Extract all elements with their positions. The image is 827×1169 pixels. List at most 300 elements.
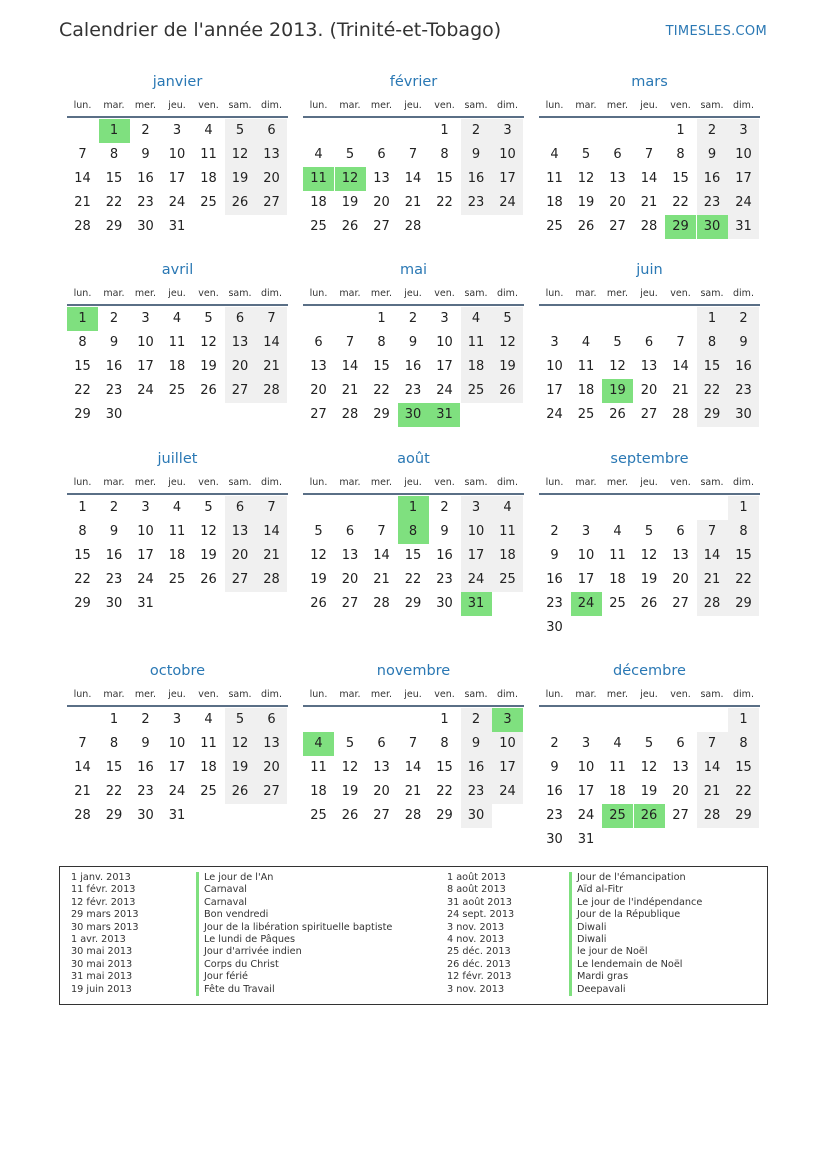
day-cell[interactable]: 30 (105, 596, 123, 611)
day-cell[interactable]: 19 (640, 784, 658, 799)
day-cell[interactable]: 25 (200, 195, 217, 210)
day-cell[interactable]: 5 (225, 119, 256, 143)
day-cell[interactable]: 5 (345, 147, 355, 162)
day-cell[interactable]: 4 (613, 736, 622, 751)
day-cell[interactable]: 7 (697, 520, 728, 544)
day-cell[interactable]: 9 (550, 760, 559, 775)
holiday-day-cell[interactable]: 1 (99, 119, 130, 143)
day-cell[interactable]: 16 (105, 359, 123, 374)
day-cell[interactable]: 17 (492, 756, 523, 780)
day-cell[interactable]: 5 (644, 524, 654, 539)
day-cell[interactable]: 11 (609, 760, 626, 775)
day-cell[interactable]: 3 (461, 496, 492, 520)
day-cell[interactable]: 25 (577, 407, 595, 422)
day-cell[interactable]: 25 (546, 219, 563, 234)
day-cell[interactable]: 7 (676, 335, 685, 350)
day-cell[interactable]: 26 (225, 780, 256, 804)
holiday-day-cell[interactable]: 11 (303, 167, 334, 191)
day-cell[interactable]: 6 (314, 335, 323, 350)
day-cell[interactable]: 30 (461, 804, 492, 828)
day-cell[interactable]: 13 (609, 171, 626, 186)
day-cell[interactable]: 26 (341, 808, 359, 823)
day-cell[interactable]: 15 (373, 359, 390, 374)
day-cell[interactable]: 1 (440, 712, 449, 727)
day-cell[interactable]: 21 (74, 195, 91, 210)
day-cell[interactable]: 22 (728, 780, 759, 804)
day-cell[interactable]: 30 (546, 620, 563, 635)
day-cell[interactable]: 1 (676, 123, 685, 138)
day-cell[interactable]: 27 (225, 568, 256, 592)
day-cell[interactable]: 31 (728, 215, 759, 239)
day-cell[interactable]: 6 (676, 736, 685, 751)
day-cell[interactable]: 14 (74, 760, 91, 775)
day-cell[interactable]: 22 (436, 195, 453, 210)
day-cell[interactable]: 6 (345, 524, 355, 539)
day-cell[interactable]: 31 (137, 596, 154, 611)
day-cell[interactable]: 4 (550, 147, 559, 162)
day-cell[interactable]: 14 (640, 171, 658, 186)
day-cell[interactable]: 1 (728, 708, 759, 732)
day-cell[interactable]: 18 (168, 548, 186, 563)
day-cell[interactable]: 7 (345, 335, 355, 350)
day-cell[interactable]: 15 (74, 359, 91, 374)
day-cell[interactable]: 20 (373, 784, 390, 799)
day-cell[interactable]: 13 (672, 548, 689, 563)
day-cell[interactable]: 27 (672, 596, 689, 611)
day-cell[interactable]: 15 (105, 760, 123, 775)
day-cell[interactable]: 7 (408, 736, 418, 751)
day-cell[interactable]: 6 (256, 708, 287, 732)
day-cell[interactable]: 3 (581, 736, 591, 751)
day-cell[interactable]: 26 (200, 383, 217, 398)
day-cell[interactable]: 2 (408, 311, 418, 326)
day-cell[interactable]: 8 (109, 736, 119, 751)
day-cell[interactable]: 3 (141, 311, 150, 326)
day-cell[interactable]: 27 (225, 379, 256, 403)
day-cell[interactable]: 24 (577, 808, 595, 823)
day-cell[interactable]: 27 (256, 780, 287, 804)
day-cell[interactable]: 22 (436, 784, 453, 799)
day-cell[interactable]: 9 (461, 732, 492, 756)
day-cell[interactable]: 18 (546, 195, 563, 210)
day-cell[interactable]: 13 (672, 760, 689, 775)
day-cell[interactable]: 31 (577, 832, 595, 847)
day-cell[interactable]: 3 (550, 335, 559, 350)
day-cell[interactable]: 23 (105, 572, 123, 587)
day-cell[interactable]: 28 (404, 219, 422, 234)
day-cell[interactable]: 19 (200, 359, 217, 374)
day-cell[interactable]: 16 (137, 171, 154, 186)
day-cell[interactable]: 23 (461, 780, 492, 804)
day-cell[interactable]: 8 (78, 524, 87, 539)
day-cell[interactable]: 13 (373, 171, 390, 186)
day-cell[interactable]: 29 (404, 596, 422, 611)
day-cell[interactable]: 19 (341, 784, 359, 799)
day-cell[interactable]: 18 (200, 760, 217, 775)
day-cell[interactable]: 12 (225, 143, 256, 167)
day-cell[interactable]: 24 (168, 195, 186, 210)
day-cell[interactable]: 17 (137, 359, 154, 374)
day-cell[interactable]: 11 (168, 335, 186, 350)
day-cell[interactable]: 5 (204, 311, 213, 326)
day-cell[interactable]: 23 (546, 808, 563, 823)
day-cell[interactable]: 18 (461, 355, 492, 379)
day-cell[interactable]: 30 (546, 832, 563, 847)
day-cell[interactable]: 24 (137, 383, 154, 398)
holiday-day-cell[interactable]: 29 (665, 215, 696, 239)
holiday-day-cell[interactable]: 4 (303, 732, 334, 756)
day-cell[interactable]: 28 (256, 379, 287, 403)
day-cell[interactable]: 16 (546, 784, 563, 799)
day-cell[interactable]: 24 (436, 383, 453, 398)
day-cell[interactable]: 6 (225, 307, 256, 331)
day-cell[interactable]: 1 (377, 311, 386, 326)
day-cell[interactable]: 14 (404, 760, 422, 775)
day-cell[interactable]: 17 (168, 760, 186, 775)
day-cell[interactable]: 10 (137, 524, 154, 539)
day-cell[interactable]: 12 (609, 359, 626, 374)
day-cell[interactable]: 21 (672, 383, 689, 398)
day-cell[interactable]: 21 (256, 544, 287, 568)
day-cell[interactable]: 25 (310, 808, 327, 823)
day-cell[interactable]: 9 (461, 143, 492, 167)
day-cell[interactable]: 29 (728, 804, 759, 828)
day-cell[interactable]: 28 (697, 804, 728, 828)
holiday-day-cell[interactable]: 30 (697, 215, 728, 239)
day-cell[interactable]: 10 (577, 548, 595, 563)
day-cell[interactable]: 28 (672, 407, 689, 422)
day-cell[interactable]: 10 (137, 335, 154, 350)
holiday-day-cell[interactable]: 19 (602, 379, 633, 403)
day-cell[interactable]: 27 (640, 407, 658, 422)
day-cell[interactable]: 13 (225, 331, 256, 355)
day-cell[interactable]: 29 (105, 219, 123, 234)
day-cell[interactable]: 29 (697, 403, 728, 427)
day-cell[interactable]: 8 (78, 335, 87, 350)
day-cell[interactable]: 18 (609, 784, 626, 799)
day-cell[interactable]: 15 (436, 171, 453, 186)
day-cell[interactable]: 5 (204, 500, 213, 515)
day-cell[interactable]: 19 (577, 195, 595, 210)
day-cell[interactable]: 10 (436, 335, 453, 350)
day-cell[interactable]: 3 (172, 712, 182, 727)
day-cell[interactable]: 16 (137, 760, 154, 775)
day-cell[interactable]: 23 (546, 596, 563, 611)
day-cell[interactable]: 10 (492, 732, 523, 756)
day-cell[interactable]: 18 (609, 572, 626, 587)
day-cell[interactable]: 24 (168, 784, 186, 799)
day-cell[interactable]: 30 (105, 407, 123, 422)
day-cell[interactable]: 10 (461, 520, 492, 544)
day-cell[interactable]: 22 (74, 572, 91, 587)
day-cell[interactable]: 21 (74, 784, 91, 799)
day-cell[interactable]: 19 (225, 756, 256, 780)
day-cell[interactable]: 4 (492, 496, 523, 520)
day-cell[interactable]: 26 (640, 596, 658, 611)
day-cell[interactable]: 2 (141, 123, 150, 138)
day-cell[interactable]: 25 (492, 568, 523, 592)
day-cell[interactable]: 1 (728, 496, 759, 520)
brand-logo[interactable]: TIMESLES.COM (665, 24, 767, 39)
day-cell[interactable]: 3 (440, 311, 449, 326)
day-cell[interactable]: 22 (672, 195, 689, 210)
day-cell[interactable]: 27 (373, 219, 390, 234)
day-cell[interactable]: 21 (373, 572, 390, 587)
day-cell[interactable]: 28 (697, 592, 728, 616)
day-cell[interactable]: 29 (74, 596, 91, 611)
day-cell[interactable]: 17 (492, 167, 523, 191)
day-cell[interactable]: 28 (74, 219, 91, 234)
day-cell[interactable]: 16 (436, 548, 453, 563)
day-cell[interactable]: 17 (577, 572, 595, 587)
day-cell[interactable]: 12 (341, 760, 359, 775)
day-cell[interactable]: 22 (728, 568, 759, 592)
day-cell[interactable]: 5 (345, 736, 355, 751)
day-cell[interactable]: 2 (440, 500, 449, 515)
day-cell[interactable]: 29 (373, 407, 390, 422)
day-cell[interactable]: 16 (461, 756, 492, 780)
day-cell[interactable]: 9 (109, 335, 119, 350)
day-cell[interactable]: 9 (141, 147, 150, 162)
day-cell[interactable]: 9 (440, 524, 449, 539)
day-cell[interactable]: 2 (109, 500, 119, 515)
day-cell[interactable]: 15 (697, 355, 728, 379)
day-cell[interactable]: 4 (613, 524, 622, 539)
day-cell[interactable]: 11 (577, 359, 595, 374)
day-cell[interactable]: 17 (546, 383, 563, 398)
day-cell[interactable]: 2 (141, 712, 150, 727)
day-cell[interactable]: 21 (404, 195, 422, 210)
holiday-day-cell[interactable]: 26 (634, 804, 665, 828)
holiday-day-cell[interactable]: 1 (67, 307, 98, 331)
day-cell[interactable]: 25 (461, 379, 492, 403)
day-cell[interactable]: 12 (640, 760, 658, 775)
day-cell[interactable]: 2 (697, 119, 728, 143)
day-cell[interactable]: 28 (373, 596, 390, 611)
day-cell[interactable]: 20 (640, 383, 658, 398)
day-cell[interactable]: 8 (697, 331, 728, 355)
day-cell[interactable]: 9 (141, 736, 150, 751)
day-cell[interactable]: 28 (640, 219, 658, 234)
day-cell[interactable]: 2 (728, 307, 759, 331)
day-cell[interactable]: 5 (581, 147, 591, 162)
day-cell[interactable]: 14 (256, 520, 287, 544)
day-cell[interactable]: 22 (697, 379, 728, 403)
day-cell[interactable]: 17 (461, 544, 492, 568)
day-cell[interactable]: 11 (200, 147, 217, 162)
day-cell[interactable]: 19 (225, 167, 256, 191)
day-cell[interactable]: 26 (577, 219, 595, 234)
day-cell[interactable]: 8 (676, 147, 685, 162)
day-cell[interactable]: 10 (168, 147, 186, 162)
day-cell[interactable]: 4 (172, 500, 182, 515)
day-cell[interactable]: 21 (697, 780, 728, 804)
day-cell[interactable]: 6 (644, 335, 654, 350)
day-cell[interactable]: 14 (672, 359, 689, 374)
day-cell[interactable]: 6 (377, 736, 386, 751)
day-cell[interactable]: 16 (728, 355, 759, 379)
day-cell[interactable]: 14 (74, 171, 91, 186)
day-cell[interactable]: 11 (461, 331, 492, 355)
day-cell[interactable]: 2 (461, 119, 492, 143)
day-cell[interactable]: 20 (256, 167, 287, 191)
day-cell[interactable]: 28 (341, 407, 359, 422)
day-cell[interactable]: 9 (550, 548, 559, 563)
day-cell[interactable]: 5 (225, 708, 256, 732)
day-cell[interactable]: 6 (225, 496, 256, 520)
day-cell[interactable]: 10 (546, 359, 563, 374)
day-cell[interactable]: 14 (341, 359, 359, 374)
day-cell[interactable]: 29 (74, 407, 91, 422)
day-cell[interactable]: 14 (697, 756, 728, 780)
day-cell[interactable]: 12 (200, 335, 217, 350)
day-cell[interactable]: 11 (310, 760, 327, 775)
day-cell[interactable]: 14 (697, 544, 728, 568)
day-cell[interactable]: 4 (581, 335, 591, 350)
day-cell[interactable]: 17 (577, 784, 595, 799)
day-cell[interactable]: 12 (310, 548, 327, 563)
day-cell[interactable]: 4 (204, 123, 213, 138)
day-cell[interactable]: 1 (440, 123, 449, 138)
day-cell[interactable]: 19 (640, 572, 658, 587)
day-cell[interactable]: 18 (577, 383, 595, 398)
day-cell[interactable]: 7 (78, 147, 87, 162)
holiday-day-cell[interactable]: 8 (398, 520, 429, 544)
day-cell[interactable]: 8 (377, 335, 386, 350)
day-cell[interactable]: 12 (200, 524, 217, 539)
day-cell[interactable]: 20 (609, 195, 626, 210)
day-cell[interactable]: 14 (404, 171, 422, 186)
day-cell[interactable]: 10 (492, 143, 523, 167)
day-cell[interactable]: 27 (256, 191, 287, 215)
day-cell[interactable]: 5 (492, 307, 523, 331)
day-cell[interactable]: 5 (644, 736, 654, 751)
day-cell[interactable]: 20 (310, 383, 327, 398)
day-cell[interactable]: 11 (609, 548, 626, 563)
day-cell[interactable]: 21 (697, 568, 728, 592)
day-cell[interactable]: 22 (105, 784, 123, 799)
day-cell[interactable]: 15 (728, 756, 759, 780)
day-cell[interactable]: 1 (78, 500, 87, 515)
day-cell[interactable]: 28 (404, 808, 422, 823)
day-cell[interactable]: 10 (168, 736, 186, 751)
day-cell[interactable]: 17 (168, 171, 186, 186)
day-cell[interactable]: 15 (672, 171, 689, 186)
day-cell[interactable]: 25 (168, 383, 186, 398)
day-cell[interactable]: 12 (492, 331, 523, 355)
day-cell[interactable]: 8 (440, 147, 449, 162)
day-cell[interactable]: 24 (492, 780, 523, 804)
day-cell[interactable]: 21 (341, 383, 359, 398)
day-cell[interactable]: 14 (373, 548, 390, 563)
day-cell[interactable]: 2 (109, 311, 119, 326)
day-cell[interactable]: 18 (200, 171, 217, 186)
day-cell[interactable]: 4 (172, 311, 182, 326)
day-cell[interactable]: 13 (640, 359, 658, 374)
day-cell[interactable]: 21 (256, 355, 287, 379)
day-cell[interactable]: 20 (225, 544, 256, 568)
holiday-day-cell[interactable]: 3 (492, 708, 523, 732)
day-cell[interactable]: 7 (697, 732, 728, 756)
day-cell[interactable]: 13 (373, 760, 390, 775)
day-cell[interactable]: 10 (728, 143, 759, 167)
day-cell[interactable]: 7 (256, 496, 287, 520)
day-cell[interactable]: 26 (492, 379, 523, 403)
day-cell[interactable]: 10 (577, 760, 595, 775)
day-cell[interactable]: 26 (341, 219, 359, 234)
day-cell[interactable]: 20 (341, 572, 359, 587)
day-cell[interactable]: 11 (492, 520, 523, 544)
day-cell[interactable]: 26 (200, 572, 217, 587)
day-cell[interactable]: 20 (256, 756, 287, 780)
day-cell[interactable]: 22 (404, 572, 422, 587)
day-cell[interactable]: 27 (310, 407, 327, 422)
day-cell[interactable]: 30 (436, 596, 453, 611)
day-cell[interactable]: 4 (314, 147, 323, 162)
day-cell[interactable]: 24 (492, 191, 523, 215)
day-cell[interactable]: 5 (613, 335, 622, 350)
day-cell[interactable]: 6 (676, 524, 685, 539)
day-cell[interactable]: 19 (492, 355, 523, 379)
day-cell[interactable]: 15 (74, 548, 91, 563)
day-cell[interactable]: 20 (672, 572, 689, 587)
day-cell[interactable]: 24 (728, 191, 759, 215)
day-cell[interactable]: 16 (404, 359, 422, 374)
holiday-day-cell[interactable]: 30 (398, 403, 429, 427)
day-cell[interactable]: 19 (310, 572, 327, 587)
day-cell[interactable]: 13 (225, 520, 256, 544)
day-cell[interactable]: 6 (256, 119, 287, 143)
day-cell[interactable]: 21 (404, 784, 422, 799)
day-cell[interactable]: 9 (697, 143, 728, 167)
day-cell[interactable]: 30 (137, 219, 154, 234)
day-cell[interactable]: 25 (168, 572, 186, 587)
holiday-day-cell[interactable]: 1 (398, 496, 429, 520)
day-cell[interactable]: 15 (404, 548, 422, 563)
holiday-day-cell[interactable]: 12 (335, 167, 366, 191)
day-cell[interactable]: 18 (168, 359, 186, 374)
day-cell[interactable]: 17 (728, 167, 759, 191)
day-cell[interactable]: 24 (137, 572, 154, 587)
day-cell[interactable]: 23 (461, 191, 492, 215)
day-cell[interactable]: 9 (728, 331, 759, 355)
day-cell[interactable]: 16 (546, 572, 563, 587)
day-cell[interactable]: 5 (314, 524, 323, 539)
day-cell[interactable]: 9 (408, 335, 418, 350)
day-cell[interactable]: 28 (256, 568, 287, 592)
day-cell[interactable]: 7 (408, 147, 418, 162)
day-cell[interactable]: 7 (78, 736, 87, 751)
day-cell[interactable]: 15 (728, 544, 759, 568)
day-cell[interactable]: 22 (105, 195, 123, 210)
day-cell[interactable]: 23 (697, 191, 728, 215)
day-cell[interactable]: 3 (581, 524, 591, 539)
day-cell[interactable]: 7 (377, 524, 386, 539)
day-cell[interactable]: 17 (436, 359, 453, 374)
day-cell[interactable]: 4 (204, 712, 213, 727)
day-cell[interactable]: 25 (200, 784, 217, 799)
day-cell[interactable]: 7 (256, 307, 287, 331)
day-cell[interactable]: 2 (550, 736, 559, 751)
day-cell[interactable]: 20 (672, 784, 689, 799)
day-cell[interactable]: 23 (728, 379, 759, 403)
day-cell[interactable]: 2 (461, 708, 492, 732)
day-cell[interactable]: 30 (137, 808, 154, 823)
day-cell[interactable]: 4 (461, 307, 492, 331)
day-cell[interactable]: 16 (105, 548, 123, 563)
day-cell[interactable]: 23 (436, 572, 453, 587)
day-cell[interactable]: 16 (461, 167, 492, 191)
